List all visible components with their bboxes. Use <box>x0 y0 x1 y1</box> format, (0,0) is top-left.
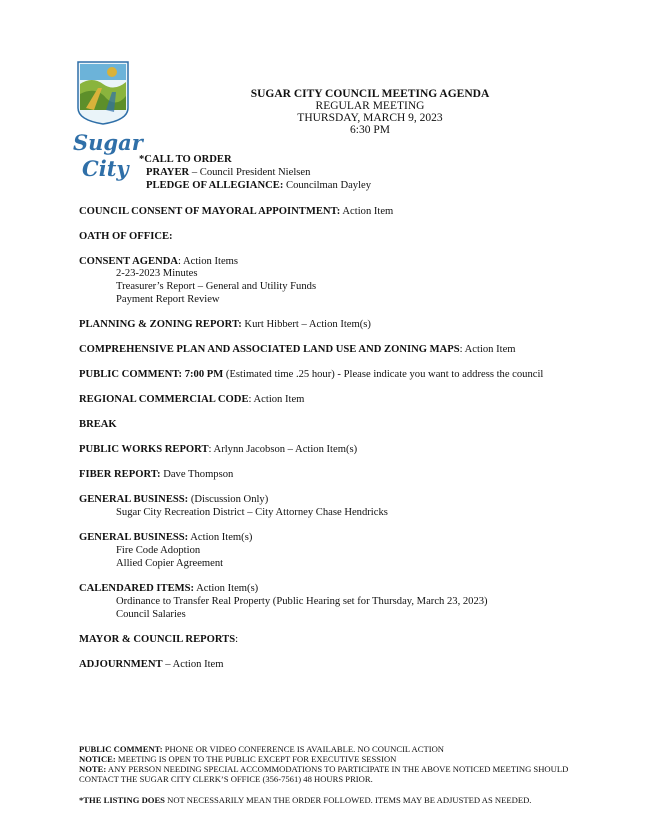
item-text: : <box>235 634 239 645</box>
footer-text: MEETING IS OPEN TO THE PUBLIC EXCEPT FOR EXECUTIVE SESSION <box>115 754 397 764</box>
agenda-item-consent-agenda <box>79 256 238 267</box>
item-text: – Action Item <box>162 659 224 670</box>
item-text: : Action Item <box>459 344 516 355</box>
sub-item: Allied Copier Agreement <box>116 558 224 569</box>
agenda-item-consent-mayoral <box>79 206 393 217</box>
agenda-item-general-business-action <box>79 532 252 543</box>
agenda-item-fiber-report <box>79 469 233 480</box>
call-to-order <box>139 154 232 165</box>
item-label: BREAK <box>79 419 117 430</box>
item-text: : Action Items <box>178 256 239 267</box>
item-text: (Discussion Only) <box>188 494 269 505</box>
agenda-subtitle: REGULAR MEETING <box>315 100 425 112</box>
agenda-item-mayor-council-reports <box>79 634 238 645</box>
agenda-item-comprehensive-plan <box>79 344 516 355</box>
sub-item: Fire Code Adoption <box>116 545 201 556</box>
footer-label: PUBLIC COMMENT: <box>79 744 163 754</box>
item-label: PLANNING & ZONING REPORT: <box>79 319 242 330</box>
item-label: MAYOR & COUNCIL REPORTS <box>79 634 236 645</box>
item-text: (Estimated time .25 hour) - Please indicate you want to address the council <box>223 369 544 380</box>
sugar-city-logo <box>72 58 143 186</box>
prayer-line <box>146 167 310 178</box>
footer-note <box>79 765 568 774</box>
footer-label: NOTICE: <box>79 754 116 764</box>
pledge-label: PLEDGE OF ALLEGIANCE: <box>146 180 284 191</box>
item-text: Action Item(s) <box>194 583 259 594</box>
sub-item: Treasurer’s Report – General and Utility Funds <box>116 281 317 292</box>
agenda-item-oath <box>79 231 173 242</box>
item-text: Action Item <box>340 206 394 217</box>
item-text: : Action Item <box>248 394 305 405</box>
agenda-item-regional-code <box>79 394 304 405</box>
pledge-text: Councilman Dayley <box>283 180 372 191</box>
item-label: COMPREHENSIVE PLAN AND ASSOCIATED LAND USE AND ZONING MAPS <box>79 344 460 355</box>
logo-text-city: City <box>82 156 129 181</box>
item-label: FIBER REPORT: <box>79 469 161 480</box>
item-label: PUBLIC WORKS REPORT <box>79 444 209 455</box>
item-text: Action Item(s) <box>188 532 253 543</box>
agenda-title: SUGAR CITY COUNCIL MEETING AGENDA <box>250 88 490 100</box>
item-label: CALENDARED ITEMS: <box>79 583 195 594</box>
meeting-time: 6:30 PM <box>350 124 390 136</box>
sub-item: Ordinance to Transfer Real Property (Public Hearing set for Thursday, March 23, 2023) <box>116 596 488 607</box>
logo-graphic <box>72 58 143 186</box>
footer-public-comment <box>79 745 444 754</box>
item-label: COUNCIL CONSENT OF MAYORAL APPOINTMENT: <box>79 206 341 217</box>
item-text: : Arlynn Jacobson – Action Item(s) <box>208 444 358 455</box>
agenda-item-public-comment <box>79 369 543 380</box>
item-label: PUBLIC COMMENT: 7:00 PM <box>79 369 224 380</box>
item-label: GENERAL BUSINESS: <box>79 532 189 543</box>
footer-text: NOT NECESSARILY MEAN THE ORDER FOLLOWED. ITEMS MAY BE ADJUSTED AS NEEDED. <box>164 795 532 805</box>
item-label: REGIONAL COMMERCIAL CODE <box>79 394 249 405</box>
footer-note-contact: CONTACT THE SUGAR CITY CLERK’S OFFICE (356-7561) 48 HOURS PRIOR. <box>79 774 373 784</box>
agenda-item-planning <box>79 319 371 330</box>
item-label: ADJOURNMENT <box>79 659 163 670</box>
pledge-line <box>146 180 371 191</box>
sub-item: Sugar City Recreation District – City Attorney Chase Hendricks <box>116 507 388 518</box>
item-label: OATH OF OFFICE: <box>79 231 173 242</box>
footer-label: *THE LISTING DOES <box>79 795 165 805</box>
item-label: CONSENT AGENDA <box>79 256 178 267</box>
agenda-item-adjournment <box>79 659 223 670</box>
footer-disclaimer <box>79 796 531 805</box>
sub-item: Council Salaries <box>116 609 186 620</box>
prayer-text: – Council President Nielsen <box>189 167 311 178</box>
agenda-item-calendared <box>79 583 258 594</box>
item-text: Kurt Hibbert – Action Item(s) <box>241 319 371 330</box>
footer-notice <box>79 755 396 764</box>
item-text: Dave Thompson <box>160 469 234 480</box>
footer-text: ANY PERSON NEEDING SPECIAL ACCOMMODATIONS TO PARTICIPATE IN THE ABOVE NOTICED MEETING SHOULD <box>106 764 569 774</box>
meeting-date: THURSDAY, MARCH 9, 2023 <box>297 112 443 124</box>
agenda-item-break <box>79 419 117 430</box>
sub-item: 2-23-2023 Minutes <box>116 268 198 279</box>
agenda-item-general-business-discussion <box>79 494 268 505</box>
prayer-label: PRAYER <box>146 167 190 178</box>
sub-item: Payment Report Review <box>116 294 220 305</box>
footer-text: PHONE OR VIDEO CONFERENCE IS AVAILABLE. NO COUNCIL ACTION <box>162 744 445 754</box>
logo-text-sugar: Sugar <box>73 130 143 155</box>
agenda-item-public-works <box>79 444 357 455</box>
item-label: GENERAL BUSINESS: <box>79 494 189 505</box>
footer-label: NOTE: <box>79 764 107 774</box>
call-to-order-label: *CALL TO ORDER <box>139 154 232 165</box>
